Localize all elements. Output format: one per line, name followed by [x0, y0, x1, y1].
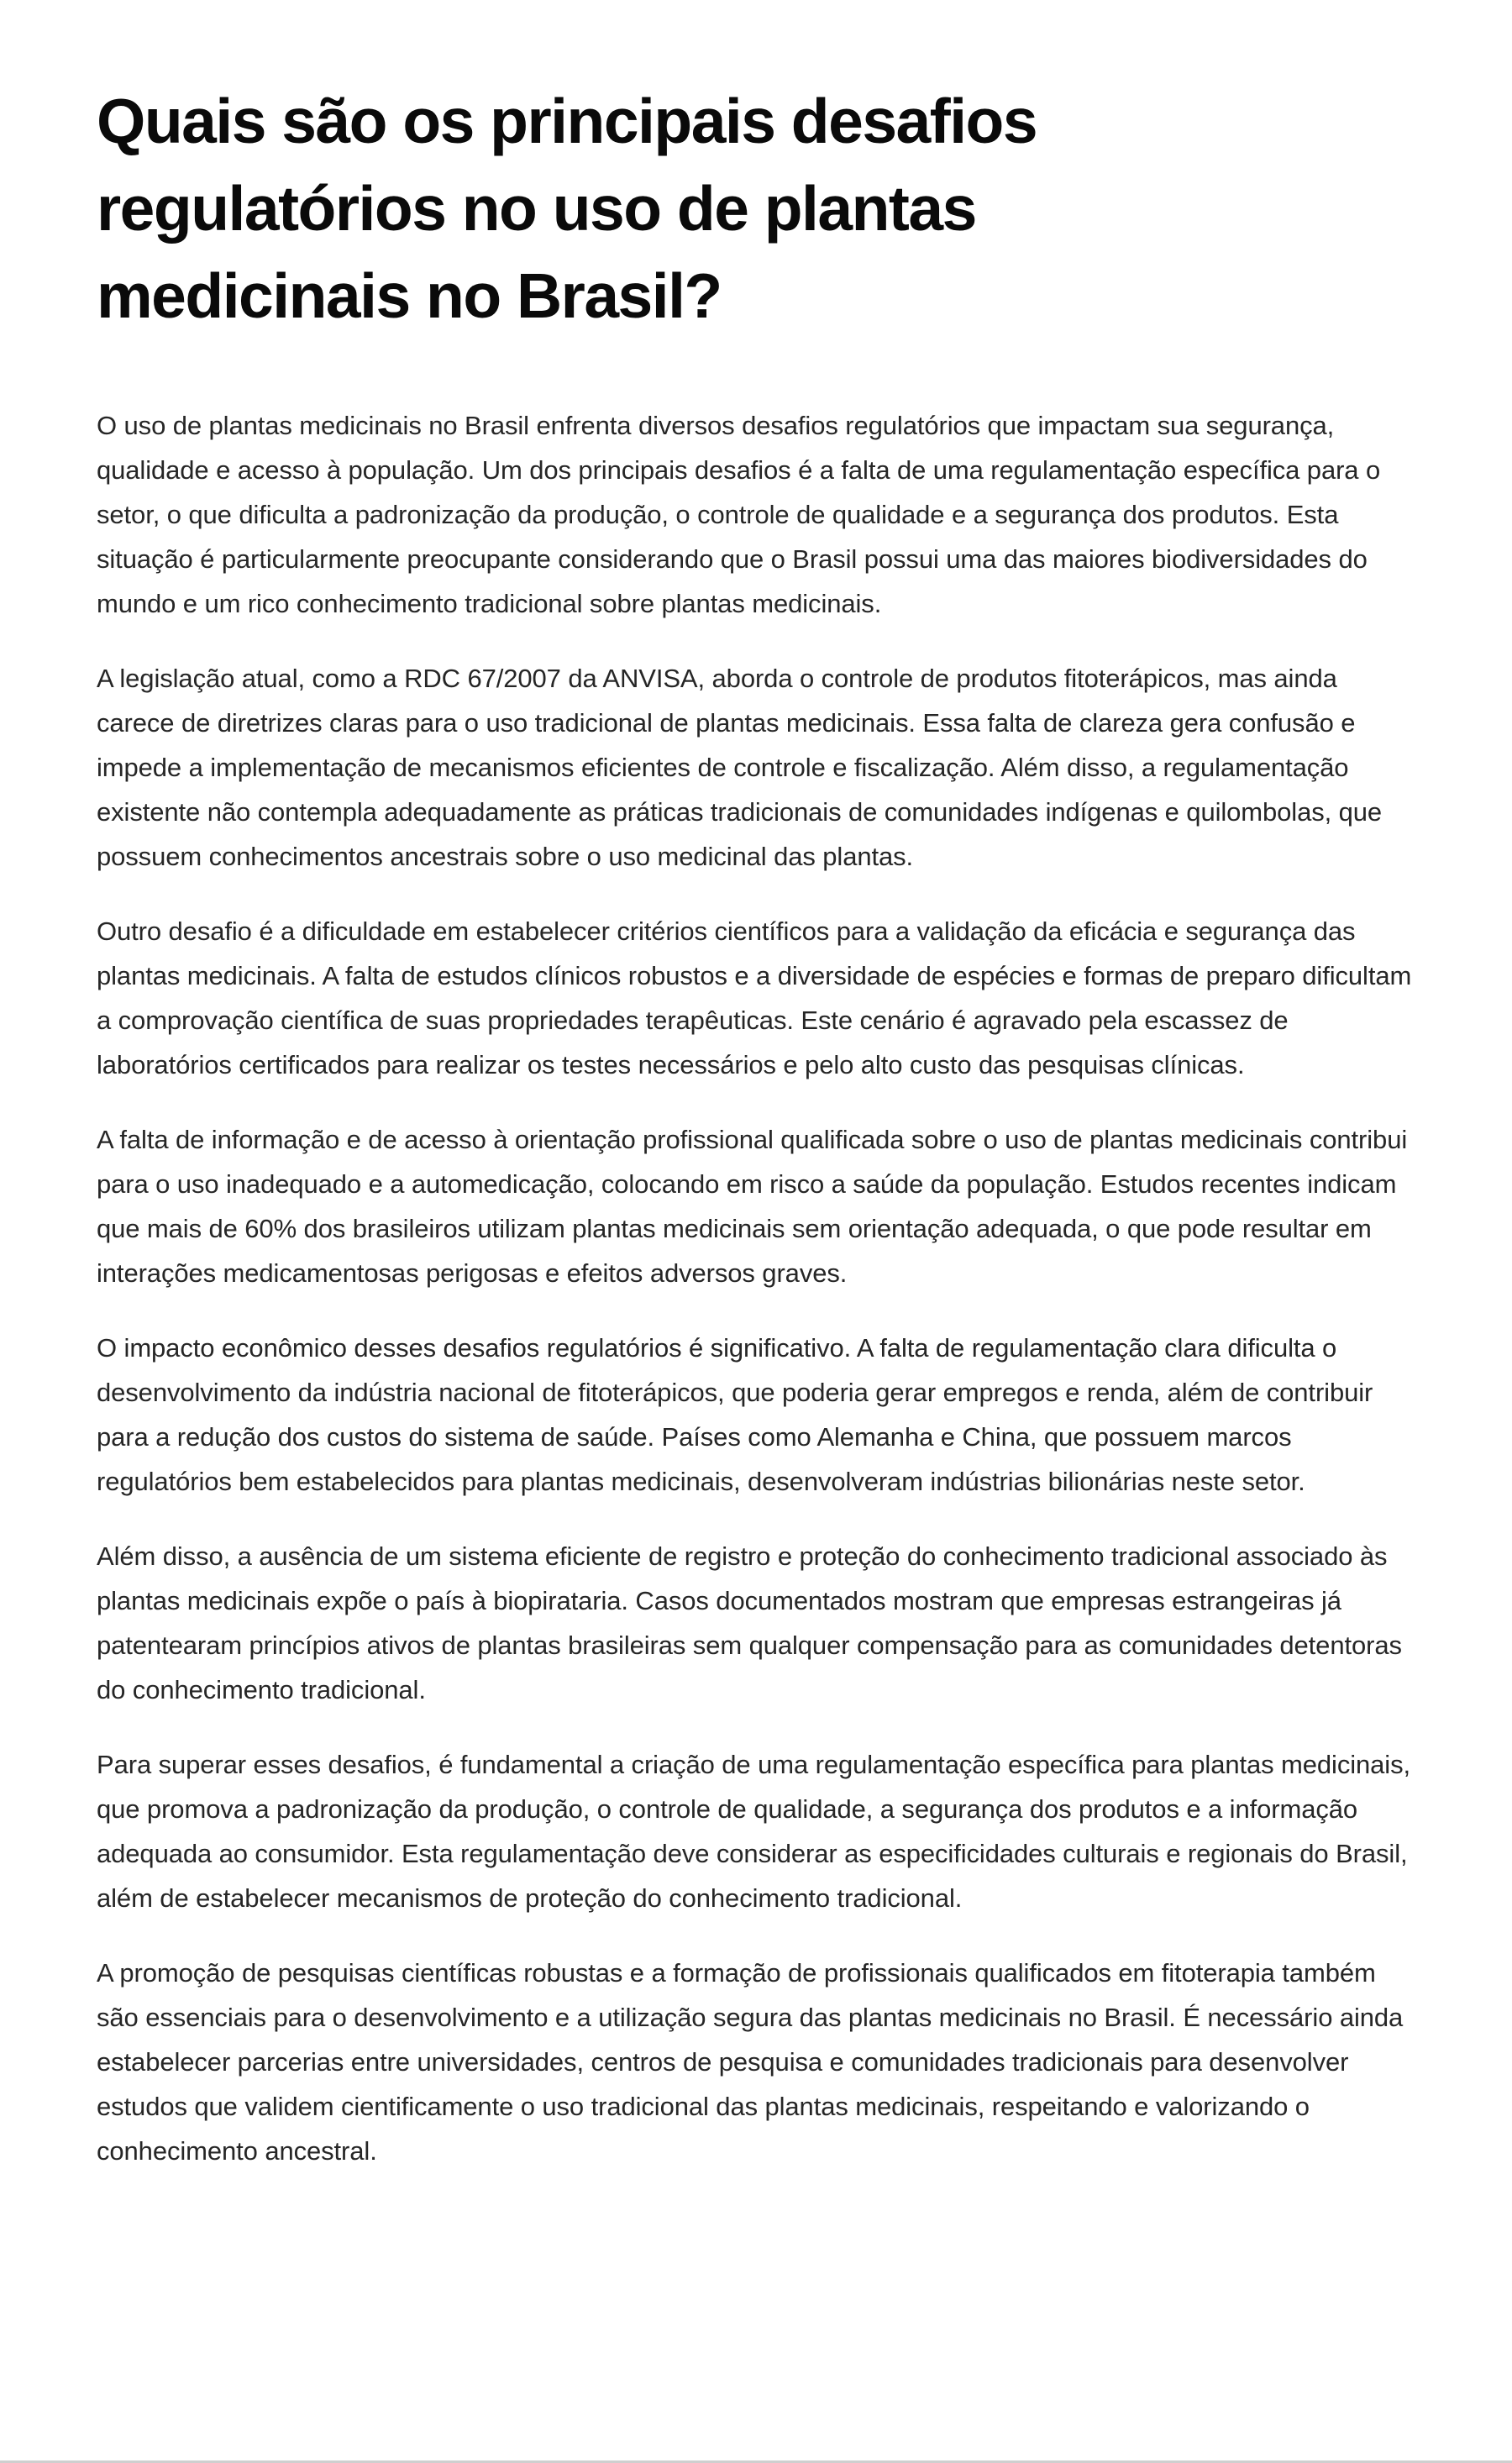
paragraph-7: Para superar esses desafios, é fundamental a criação de uma regulamentação específica para plantas medicinais, que promova a padronização da produção, o controle de qualidade, a segurança dos produtos e a informação adequada ao consumidor. Esta regulamentação deve considerar as especificidades culturais e regionais do Brasil, além de estabelecer mecanismos de proteção do conhecimento tradicional. — [97, 1750, 1411, 1913]
article-title: Quais são os principais desafios regulatórios no uso de plantas medicinais no Brasil? — [97, 86, 1037, 331]
paragraph-1: O uso de plantas medicinais no Brasil enfrenta diversos desafios regulatórios que impactam sua segurança, qualidade e acesso à população. Um dos principais desafios é a falta de uma regulamentação específica para o setor, o que dificulta a padronização da produção, o controle de qualidade e a segurança dos produtos. Esta situação é particularmente preocupante considerando que o Brasil possui uma das maiores biodiversidades do mundo e um rico conhecimento tradicional sobre plantas medicinais. — [97, 411, 1381, 618]
paragraph-4: A falta de informação e de acesso à orientação profissional qualificada sobre o uso de plantas medicinais contribui para o uso inadequado e a automedicação, colocando em risco a saúde da população. Estudos recentes indicam que mais de 60% dos brasileiros utilizam plantas medicinais sem orientação adequada, o que pode resultar em interações medicamentosas perigosas e efeitos adversos graves. — [97, 1125, 1408, 1288]
article-body — [97, 403, 1415, 2173]
paragraph-2: A legislação atual, como a RDC 67/2007 da ANVISA, aborda o controle de produtos fitoterápicos, mas ainda carece de diretrizes claras para o uso tradicional de plantas medicinais. Essa falta de clareza gera confusão e impede a implementação de mecanismos eficientes de controle e fiscalização. Além disso, a regulamentação existente não contempla adequadamente as práticas tradicionais de comunidades indígenas e quilombolas, que possuem conhecimentos ancestrais sobre o uso medicinal das plantas. — [97, 664, 1383, 871]
paragraph-5: O impacto econômico desses desafios regulatórios é significativo. A falta de regulamentação clara dificulta o desenvolvimento da indústria nacional de fitoterápicos, que poderia gerar empregos e renda, além de contribuir para a redução dos custos do sistema de saúde. Países como Alemanha e China, que possuem marcos regulatórios bem estabelecidos para plantas medicinais, desenvolveram indústrias bilionárias neste setor. — [97, 1333, 1373, 1496]
paragraph-6: Além disso, a ausência de um sistema eficiente de registro e proteção do conhecimento tradicional associado às plantas medicinais expõe o país à biopirataria. Casos documentados mostram que empresas estrangeiras já patentearam princípios ativos de plantas brasileiras sem qualquer compensação para as comunidades detentoras do conhecimento tradicional. — [97, 1541, 1402, 1704]
paragraph-8: A promoção de pesquisas científicas robustas e a formação de profissionais qualificados em fitoterapia também são essenciais para o desenvolvimento e a utilização segura das plantas medicinais no Brasil. É necessário ainda estabelecer parcerias entre universidades, centros de pesquisa e comunidades tradicionais para desenvolver estudos que validem cientificamente o uso tradicional das plantas medicinais, respeitando e valorizando o conhecimento ancestral. — [97, 1958, 1404, 2166]
article — [97, 77, 1415, 2203]
paragraph-3: Outro desafio é a dificuldade em estabelecer critérios científicos para a validação da eficácia e segurança das plantas medicinais. A falta de estudos clínicos robustos e a diversidade de espécies e formas de preparo dificultam a comprovação científica de suas propriedades terapêuticas. Este cenário é agravado pela escassez de laboratórios certificados para realizar os testes necessários e pelo alto custo das pesquisas clínicas. — [97, 916, 1412, 1079]
